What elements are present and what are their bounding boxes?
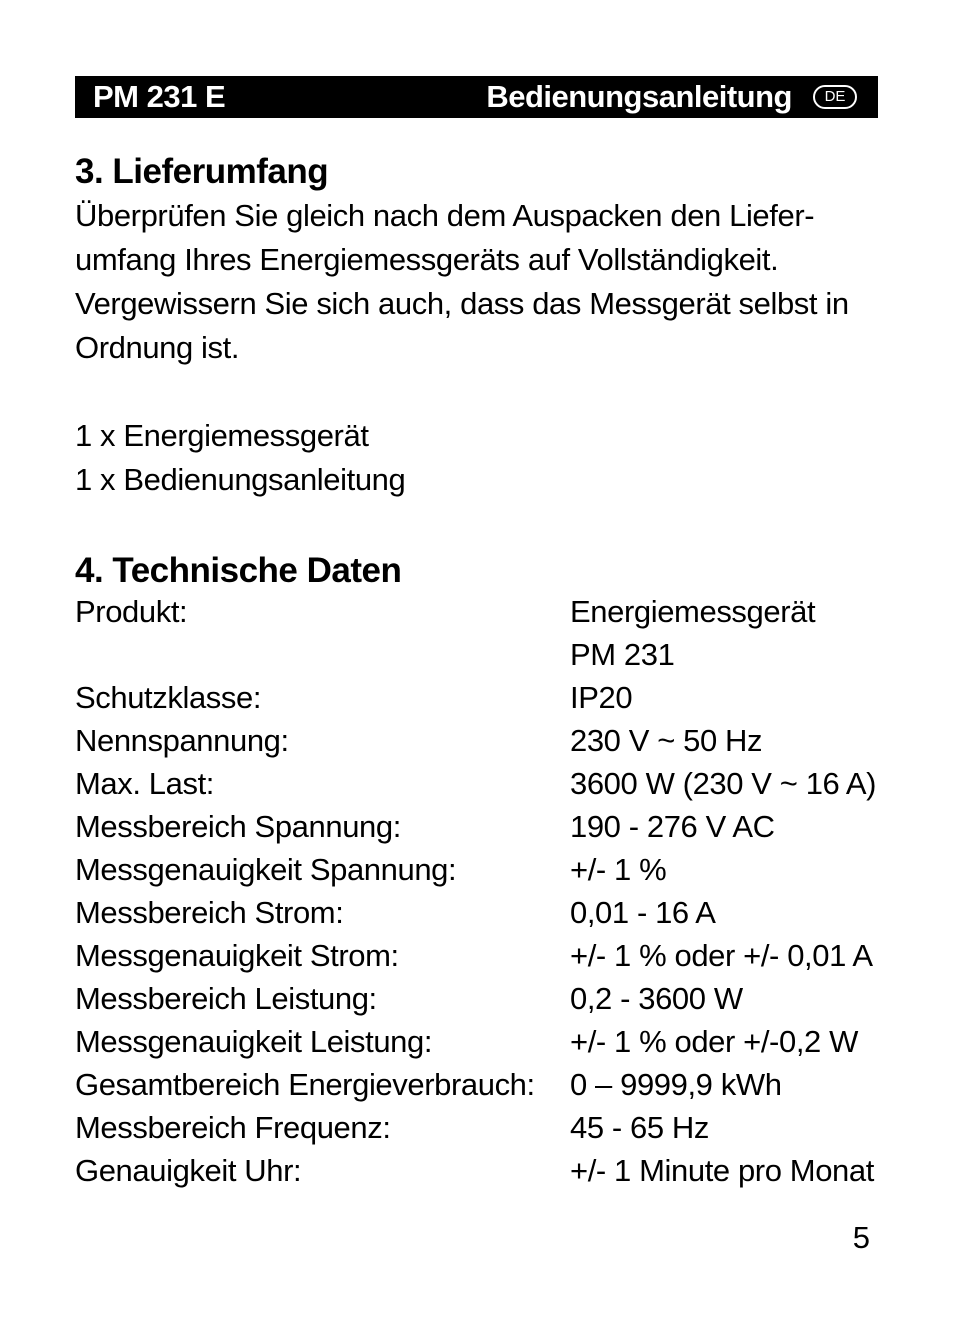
spec-label: Messgenauigkeit Leistung: (75, 1024, 433, 1059)
spec-label: Messbereich Strom: (75, 895, 344, 930)
spec-row (75, 1149, 885, 1192)
spec-row (75, 676, 885, 719)
list-item: 1 x Energiemessgerät (75, 418, 369, 453)
spec-value: 3600 W (230 V ~ 16 A) (570, 766, 877, 801)
spec-value: 0 – 9999,9 kWh (570, 1067, 782, 1102)
paragraph-line: Ordnung ist. (75, 330, 240, 365)
spec-label: Gesamtbereich Energieverbrauch: (75, 1067, 535, 1102)
language-badge: DE (813, 85, 857, 109)
spec-label: Messgenauigkeit Spannung: (75, 852, 457, 887)
delivery-list (75, 414, 405, 502)
paragraph-line: umfang Ihres Energiemessgeräts auf Vollständigkeit. (75, 242, 779, 277)
spec-label: Schutzklasse: (75, 680, 262, 715)
spec-table (75, 590, 885, 1192)
spec-label: Genauigkeit Uhr: (75, 1153, 302, 1188)
spec-value: +/- 1 % oder +/- 0,01 A (570, 938, 873, 973)
paragraph-line: Überprüfen Sie gleich nach dem Auspacken den Liefer- (75, 198, 815, 233)
spec-value: PM 231 (570, 637, 675, 672)
header-bar (75, 76, 878, 118)
spec-row (75, 762, 885, 805)
list-item: 1 x Bedienungsanleitung (75, 462, 406, 497)
spec-label: Messbereich Frequenz: (75, 1110, 391, 1145)
spec-label: Produkt: (75, 594, 188, 629)
spec-label: Messgenauigkeit Strom: (75, 938, 399, 973)
spec-value: 230 V ~ 50 Hz (570, 723, 763, 758)
spec-row (75, 891, 885, 934)
spec-row (75, 633, 885, 676)
spec-value: +/- 1 % (570, 852, 667, 887)
section-title-technische-daten: 4. Technische Daten (75, 551, 402, 590)
paragraph-line: Vergewissern Sie sich auch, dass das Messgerät selbst in (75, 286, 849, 321)
document-type: Bedienungsanleitung (486, 79, 792, 114)
spec-row (75, 848, 885, 891)
spec-row (75, 1020, 885, 1063)
spec-row (75, 1106, 885, 1149)
spec-value: +/- 1 % oder +/-0,2 W (570, 1024, 858, 1059)
spec-row (75, 934, 885, 977)
lieferumfang-paragraph (75, 194, 875, 370)
spec-value: IP20 (570, 680, 633, 715)
spec-value: 190 - 276 V AC (570, 809, 775, 844)
spec-row (75, 1063, 885, 1106)
spec-row (75, 805, 885, 848)
spec-row (75, 590, 885, 633)
spec-row (75, 977, 885, 1020)
spec-value: +/- 1 Minute pro Monat (570, 1153, 874, 1188)
spec-label: Messbereich Leistung: (75, 981, 377, 1016)
spec-label: Messbereich Spannung: (75, 809, 401, 844)
page-number: 5 (852, 1220, 870, 1255)
spec-value: 0,01 - 16 A (570, 895, 716, 930)
spec-value: Energiemessgerät (570, 594, 816, 629)
model-name: PM 231 E (93, 79, 226, 114)
spec-label: Max. Last: (75, 766, 214, 801)
spec-value: 45 - 65 Hz (570, 1110, 710, 1145)
spec-label: Nennspannung: (75, 723, 289, 758)
spec-row (75, 719, 885, 762)
spec-value: 0,2 - 3600 W (570, 981, 743, 1016)
section-title-lieferumfang: 3. Lieferumfang (75, 152, 329, 191)
